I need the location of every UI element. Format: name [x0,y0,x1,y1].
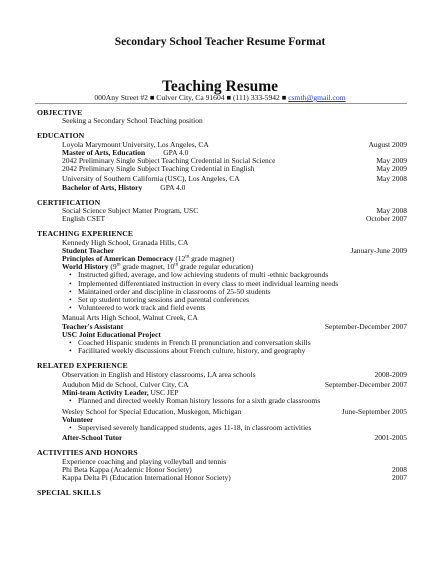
activity-text: Experience coaching and playing volleyball and tennis [62,457,227,466]
objective-text: Seeking a Secondary School Teaching position [62,117,203,126]
activity-row [37,466,407,474]
related-duties-list [37,397,407,405]
education-date: August 2009 [368,139,407,149]
header-divider [35,103,407,104]
related-text: After-School Tutor [62,434,123,443]
certification-heading: CERTIFICATION [37,197,101,207]
activity-row [37,458,407,466]
related-text: Audubon Mid de School, Culver City, CA [62,380,189,389]
education-text: 2042 Preliminary Single Subject Teaching Credential in Social Science [62,157,276,166]
activity-text: Kappa Delta Pi (Education International Honor Society) [62,473,231,482]
skills-heading: SPECIAL SKILLS [37,488,101,498]
ordinal-suffix: th [116,263,121,268]
school-name: Manual Arts High School, Walnut Creek, CA [62,314,198,323]
list-item: • Planned and directed weekly Roman history lessons for a sixth grade classrooms [78,397,407,405]
role-name: Volunteer [62,415,94,424]
spacer [37,482,407,486]
course-name: Principles of American Democracy [62,255,174,264]
job-duties-list [37,339,407,355]
job-role-row [37,323,407,331]
role-name: Mini-team Activity Leader, [62,389,149,398]
activity-text: Phi Beta Kappa (Academic Honor Society) [62,465,192,474]
spacer [37,125,407,129]
education-row [37,184,407,192]
course-row [37,255,407,263]
education-date: May 2009 [376,156,407,166]
certification-text: Social Science Subject Matter Program, USC [62,207,199,216]
objective-row [37,117,407,125]
related-row [37,381,407,389]
course-detail: (12 [173,255,186,264]
spacer [37,192,407,196]
activity-row [37,474,407,482]
course-name: World History [62,263,109,272]
certification-row [37,207,407,215]
role-extra: USC JEP [148,389,179,398]
certification-date: October 2007 [365,214,407,224]
objective-heading: OBJECTIVE [37,108,83,117]
degree [62,149,188,157]
degree-gpa: GPA 4.0 [160,183,186,192]
job-role: Student Teacher [62,246,115,255]
related-row [37,434,407,442]
related-text: Wesley School for Special Education, Muskegon, Michigan [62,407,242,416]
teaching-heading: TEACHING EXPERIENCE [37,229,134,239]
email-link[interactable]: csmth@gmail.com [288,93,346,102]
education-row [37,157,407,165]
school-name: Kennedy High School, Granada Hills, CA [62,238,189,247]
activities-heading: ACTIVITIES AND HONORS [37,448,138,458]
course-detail: (9 [108,263,117,272]
education-row [37,141,407,149]
activity-date: 2008 [392,464,407,474]
related-row [37,371,407,379]
related-row [37,408,407,416]
related-text: Observation in English and History classrooms, LA area schools [62,370,256,379]
job-role: Teacher's Assistant [62,322,124,331]
degree [62,184,185,192]
education-date: May 2009 [376,164,407,174]
list-item: • Instructed gifted, average, and low achieving students of multi -ethnic backgrounds [78,271,407,279]
list-item: • Maintained order and discipline in classrooms of 25-50 students [78,288,407,296]
degree-gpa: GPA 4.0 [163,148,189,157]
education-row [37,175,407,183]
related-heading: RELATED EXPERIENCE [37,361,128,371]
related-date: September-December 2007 [324,379,407,389]
list-item: • Coached Hispanic students in French II pronunciation and conversation skills [78,339,407,347]
job-duties-list [37,271,407,312]
list-item: • Supervised severely handicapped students, ages 11-18, in classroom activities [78,424,407,432]
resume-body [37,106,407,497]
education-date: May 2008 [376,174,407,184]
activity-date: 2007 [392,472,407,482]
certification-date: May 2008 [376,206,407,216]
education-text: Loyola Marymount University, Los Angeles, CA [62,140,209,149]
certification-row [37,215,407,223]
education-text: 2042 Preliminary Single Subject Teaching Credential in English [62,165,255,174]
education-text: University of Southern California (USC), Los Angeles, CA [62,175,240,184]
course-detail: grade magnet, 10 [120,263,175,272]
spacer [37,442,407,446]
job-date: January-June 2009 [350,245,407,255]
ordinal-suffix: th [174,263,179,268]
job-role-row [37,247,407,255]
list-item: • Facilitated weekly discussions about French culture, history, and geography [78,347,407,355]
spacer [37,355,407,359]
degree-name: Master of Arts, Education [62,148,146,157]
project-name: USC Joint Educational Project [62,330,161,339]
certification-text: English CSET [62,215,106,224]
list-item: • Set up student tutoring sessions and parental conferences [78,296,407,304]
related-date: 2008-2009 [374,369,407,379]
course-detail: grade magnet) [189,255,235,264]
course-detail: grade regular education) [178,263,254,272]
spacer [37,223,407,227]
degree-name: Bachelor of Arts, History [62,183,143,192]
education-row [37,149,407,157]
contact-line [0,93,440,102]
resume-title: Teaching Resume [161,78,279,95]
list-item: • Volunteered to work track and field events [78,304,407,312]
related-date: 2001-2005 [374,433,407,443]
related-duties-list [37,424,407,432]
job-date: September-December 2007 [324,321,407,331]
document-title: Secondary School Teacher Resume Format [114,36,326,48]
education-row [37,165,407,173]
contact-address: 000Any Street #2 ■ Culver City, Ca 91604 ■ (111) 333-5942 ■ [94,93,289,102]
education-heading: EDUCATION [37,131,85,141]
list-item: • Implemented differentiated instruction in every class to meet individual learning needs [78,280,407,288]
related-date: June-September 2005 [341,406,407,416]
ordinal-suffix: th [185,255,190,260]
course [62,255,234,263]
